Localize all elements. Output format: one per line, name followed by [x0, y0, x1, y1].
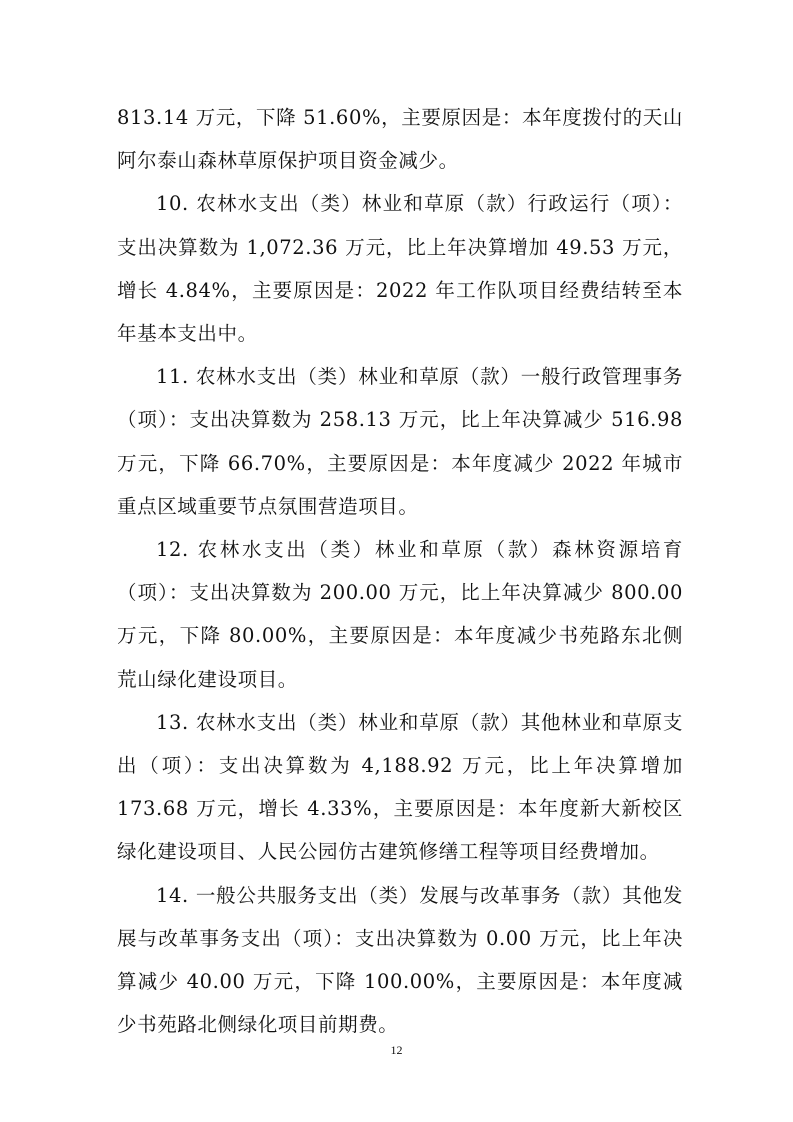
paragraph-item-10: 10. 农林水支出（类）林业和草原（款）行政运行（项）：支出决算数为 1,072.36 万元，比上年决算增加 49.53 万元，增长 4.84%，主要原因是：2022 年工作队项目经费结转至本年基本支出中。	[117, 192, 683, 346]
paragraph-item-11: 11. 农林水支出（类）林业和草原（款）一般行政管理事务（项）：支出决算数为 258.13 万元，比上年决算减少 516.98 万元，下降 66.70%，主要原因是：本年度减少 2022 年城市重点区域重要节点氛围营造项目。	[117, 365, 683, 518]
paragraph-item-14: 14. 一般公共服务支出（类）发展与改革事务（款）其他发展与改革事务支出（项）：支出决算数为 0.00 万元，比上年决算减少 40.00 万元，下降 100.00%，主要原因是：本年度减少书苑路北侧绿化项目前期费。	[117, 883, 683, 1037]
body-text	[117, 96, 683, 1046]
paragraph-continued: 813.14 万元，下降 51.60%，主要原因是：本年度拨付的天山阿尔泰山森林草原保护项目资金减少。	[117, 106, 683, 173]
page-number: 12	[390, 1043, 403, 1057]
paragraph-item-12: 12. 农林水支出（类）林业和草原（款）森林资源培育（项）：支出决算数为 200.00 万元，比上年决算减少 800.00 万元，下降 80.00%，主要原因是：本年度减少书苑路东北侧荒山绿化建设项目。	[117, 538, 683, 691]
paragraph-item-13: 13. 农林水支出（类）林业和草原（款）其他林业和草原支出（项）：支出决算数为 4,188.92 万元，比上年决算增加 173.68 万元，增长 4.33%，主要原因是：本年度新大新校区绿化建设项目、人民公园仿古建筑修缮工程等项目经费增加。	[117, 710, 683, 864]
